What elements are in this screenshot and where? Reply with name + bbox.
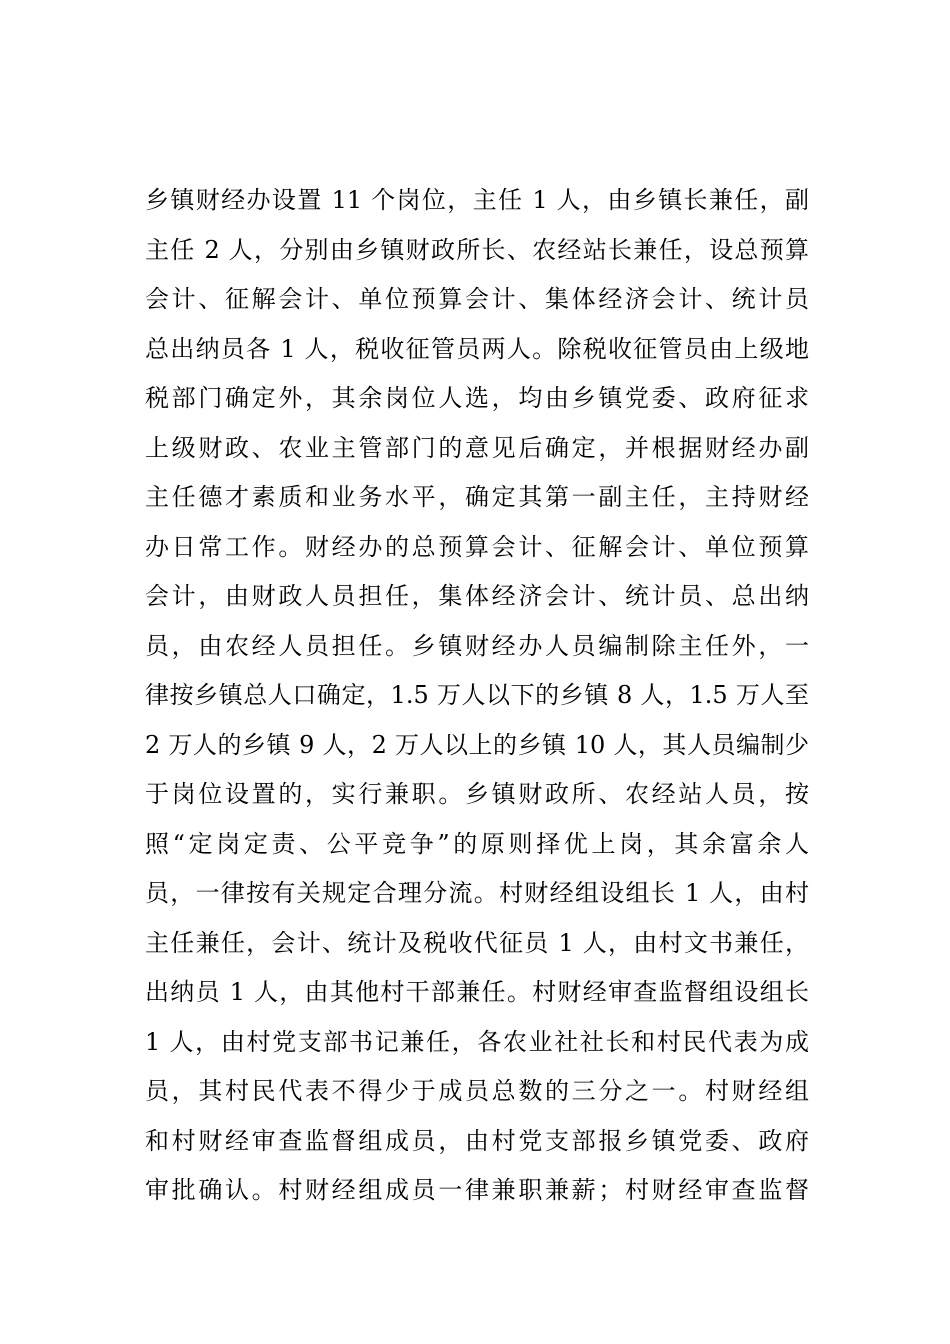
text-line: 主任 2 人，分别由乡镇财政所长、农经站长兼任，设总预算 bbox=[145, 235, 809, 264]
text-line: 主任德才素质和业务水平，确定其第一副主任，主持财经 bbox=[145, 483, 809, 511]
text-line: 审批确认。村财经组成员一律兼职兼薪；村财经审查监督 bbox=[145, 1176, 809, 1204]
text-line: 上级财政、农业主管部门的意见后确定，并根据财经办副 bbox=[145, 433, 809, 462]
body-paragraph bbox=[145, 176, 809, 1216]
text-line: 和村财经审查监督组成员，由村党支部报乡镇党委、政府 bbox=[145, 1126, 809, 1155]
text-line: 员，一律按有关规定合理分流。村财经组设组长 1 人，由村 bbox=[145, 879, 809, 907]
text-line: 员，其村民代表不得少于成员总数的三分之一。村财经组 bbox=[145, 1077, 809, 1105]
text-line: 税部门确定外，其余岗位人选，均由乡镇党委、政府征求 bbox=[145, 384, 809, 412]
text-line: 总出纳员各 1 人，税收征管员两人。除税收征管员由上级地 bbox=[145, 334, 809, 363]
text-line: 2 万人的乡镇 9 人，2 万人以上的乡镇 10 人，其人员编制少 bbox=[145, 730, 809, 759]
text-line: 员，由农经人员担任。乡镇财经办人员编制除主任外，一 bbox=[145, 631, 809, 660]
text-line: 办日常工作。财经办的总预算会计、征解会计、单位预算 bbox=[145, 532, 809, 561]
text-line: 照“定岗定责、公平竞争”的原则择优上岗，其余富余人 bbox=[145, 829, 809, 858]
text-line: 出纳员 1 人，由其他村干部兼任。村财经审查监督组设组长 bbox=[145, 978, 809, 1006]
text-line: 1 人，由村党支部书记兼任，各农业社社长和村民代表为成 bbox=[145, 1027, 809, 1056]
text-line: 乡镇财经办设置 11 个岗位，主任 1 人，由乡镇长兼任，副 bbox=[145, 186, 809, 214]
text-line: 律按乡镇总人口确定，1.5 万人以下的乡镇 8 人，1.5 万人至 bbox=[145, 681, 809, 709]
text-line: 会计、征解会计、单位预算会计、集体经济会计、统计员 bbox=[145, 285, 809, 313]
text-line: 于岗位设置的，实行兼职。乡镇财政所、农经站人员，按 bbox=[145, 780, 809, 808]
text-line: 主任兼任，会计、统计及税收代征员 1 人，由村文书兼任， bbox=[145, 928, 809, 957]
text-line: 会计，由财政人员担任，集体经济会计、统计员、总出纳 bbox=[145, 582, 809, 610]
